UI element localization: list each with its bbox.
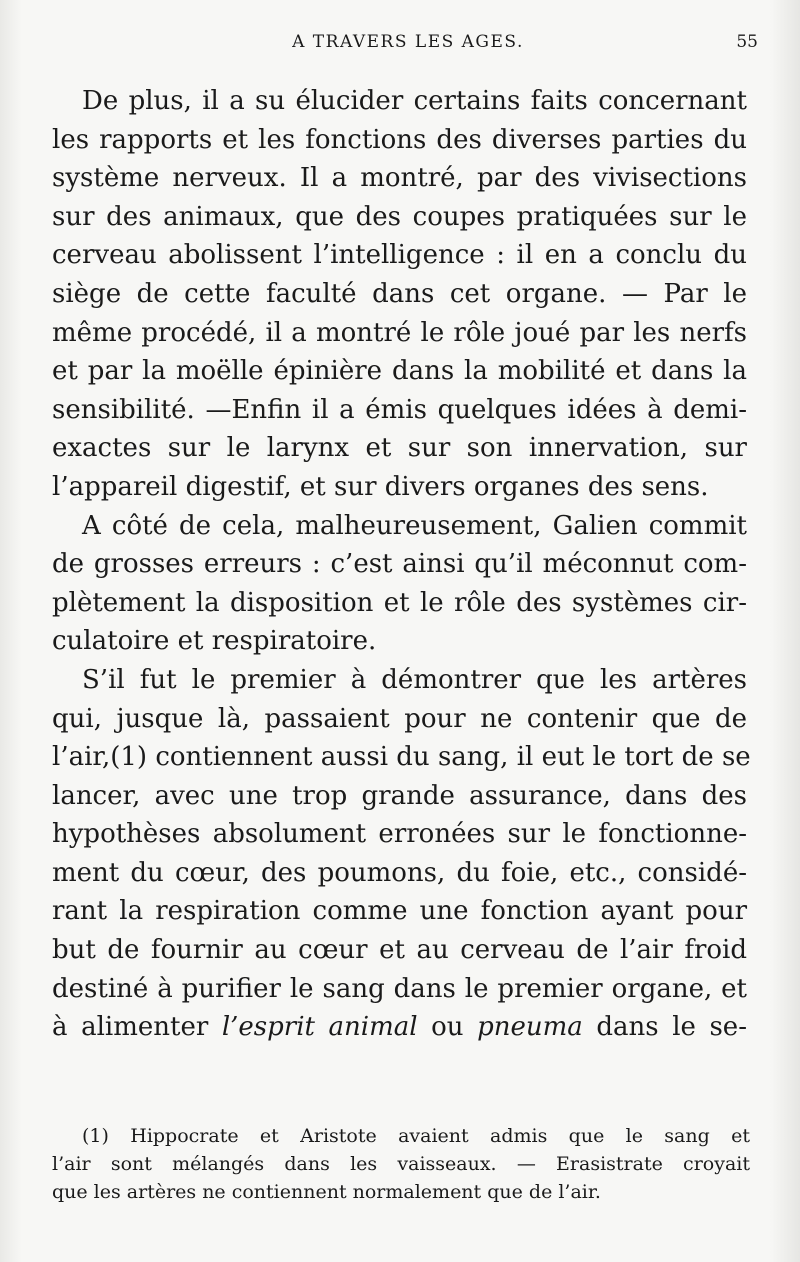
running-title: A TRAVERS LES AGES. (292, 32, 524, 52)
text-line: et par la moëlle épinière dans la mobilité et dans la (52, 356, 747, 387)
text-run: à alimenter (52, 1012, 222, 1043)
text-line: exactes sur le larynx et sur son innervation, sur (52, 433, 747, 464)
text-line: plètement la disposition et le rôle des systèmes cir- (52, 587, 747, 618)
text-line: de grosses erreurs : c’est ainsi qu’il méconnut com- (52, 549, 747, 580)
text-line: sensibilité. —Enfin il a émis quelques idées à demi- (52, 394, 747, 425)
text-line: cerveau abolissent l’intelligence : il en a conclu du (52, 240, 747, 271)
text-line-last (52, 1008, 747, 1047)
footnote (52, 1122, 750, 1206)
body-text (52, 82, 751, 1047)
text-line: l’appareil digestif, et sur divers organes des sens. (52, 471, 709, 502)
text-line: siège de cette faculté dans cet organe. — Par le (52, 278, 747, 309)
text-line: destiné à purifier le sang dans le premier organe, et (52, 973, 747, 1004)
text-line: sur des animaux, que des coupes pratiquées sur le (52, 201, 747, 232)
text-line: l’air,(1) contiennent aussi du sang, il eut le tort de se (52, 742, 751, 773)
page-number: 55 (736, 32, 758, 52)
page-header (52, 32, 764, 60)
italic-pneuma: pneuma (477, 1012, 583, 1043)
text-line: rant la respiration comme une fonction ayant pour (52, 896, 747, 927)
text-line: ment du cœur, des poumons, du foie, etc., considé- (52, 857, 747, 888)
text-line: qui, jusque là, passaient pour ne contenir que de (52, 703, 747, 734)
text-line: système nerveux. Il a montré, par des vivisections (52, 163, 747, 194)
footnote-line: que les artères ne contiennent normalement que de l’air. (52, 1181, 601, 1203)
text-run: ou (417, 1012, 478, 1043)
text-line: même procédé, il a montré le rôle joué par les nerfs (52, 317, 747, 348)
text-line: S’il fut le premier à démontrer que les artères (82, 664, 747, 695)
text-line: hypothèses absolument erronées sur le fonctionne- (52, 819, 747, 850)
text-line: A côté de cela, malheureusement, Galien commit (82, 510, 747, 541)
text-line: culatoire et respiratoire. (52, 626, 377, 657)
italic-esprit-animal: l’esprit animal (221, 1012, 418, 1043)
text-line: but de fournir au cœur et au cerveau de l’air froid (52, 935, 747, 966)
text-line: lancer, avec une trop grande assurance, dans des (52, 780, 747, 811)
text-line: De plus, il a su élucider certains faits concernant (82, 86, 747, 116)
text-line: les rapports et les fonctions des diverses parties du (52, 124, 747, 155)
text-run: dans le se- (582, 1012, 747, 1043)
footnote-line: l’air sont mélangés dans les vaisseaux. — Erasistrate croyait (52, 1153, 750, 1175)
footnote-line: (1) Hippocrate et Aristote avaient admis que le sang et (82, 1125, 750, 1147)
